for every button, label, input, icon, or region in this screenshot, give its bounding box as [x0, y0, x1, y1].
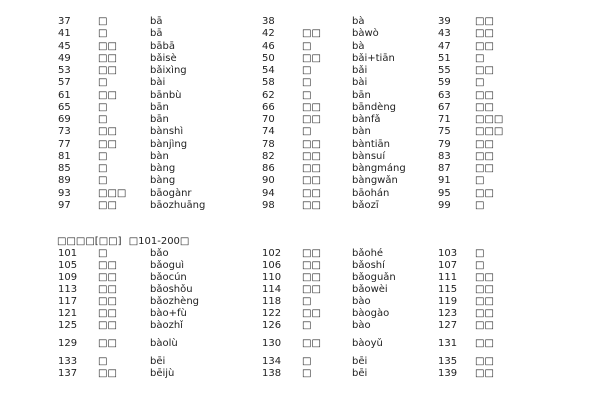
entry-pinyin: bàn: [150, 150, 169, 162]
entry-hanzi: □□: [302, 175, 321, 187]
entry-pinyin: bàng: [150, 163, 176, 174]
entry-number: 127: [438, 320, 458, 331]
entry-pinyin: bǎoshí: [352, 260, 385, 271]
entry-number: 134: [262, 356, 282, 367]
entry-number: 98: [262, 199, 275, 211]
entry-number: 45: [58, 40, 71, 52]
entry-number: 70: [262, 114, 275, 125]
entry-pinyin: bǎi: [352, 65, 368, 76]
table-row: [0, 272, 600, 284]
table-row: [0, 188, 600, 200]
entry-hanzi: □: [475, 248, 485, 259]
entry-number: 79: [438, 138, 451, 150]
entry-hanzi: □□: [475, 40, 494, 52]
entry-pinyin: bēijù: [150, 368, 175, 379]
entry-pinyin: bēi: [150, 356, 166, 367]
entry-number: 66: [262, 101, 275, 113]
entry-number: 53: [58, 65, 71, 76]
entry-hanzi: □□: [98, 199, 117, 211]
entry-number: 87: [438, 163, 451, 174]
entry-pinyin: bǎoguǎn: [352, 272, 396, 283]
entry-number: 119: [438, 296, 458, 307]
entry-hanzi: □□: [302, 150, 321, 162]
entry-number: 122: [262, 308, 282, 319]
table-row: [0, 41, 600, 53]
entry-hanzi: □□□: [475, 126, 504, 138]
entry-pinyin: bǎowèi: [352, 284, 388, 295]
entry-pinyin: bānbù: [150, 89, 182, 101]
entry-number: 113: [58, 284, 78, 295]
entry-hanzi: □: [302, 40, 312, 52]
entry-number: 135: [438, 356, 458, 367]
entry-number: 115: [438, 284, 458, 295]
table-row: [0, 53, 600, 65]
entry-hanzi: □□: [302, 308, 321, 319]
entry-pinyin: bàntiān: [352, 138, 390, 150]
entry-number: 47: [438, 40, 451, 52]
entry-number: 62: [262, 89, 275, 101]
table-row: [0, 151, 600, 163]
entry-pinyin: bàngmáng: [352, 163, 406, 174]
entry-hanzi: □□: [302, 199, 321, 211]
entry-hanzi: □□: [475, 28, 494, 40]
entry-pinyin: bǎixìng: [150, 65, 187, 76]
entry-pinyin: bài: [352, 77, 368, 89]
entry-pinyin: bàogào: [352, 308, 390, 319]
entry-number: 93: [58, 187, 71, 199]
entry-number: 57: [58, 77, 71, 89]
entry-pinyin: bàn: [352, 126, 371, 138]
table-row: [0, 320, 600, 332]
entry-pinyin: bǎozī: [352, 199, 379, 211]
entry-number: 77: [58, 138, 71, 150]
entry-hanzi: □□: [302, 163, 321, 174]
entry-hanzi: □: [475, 175, 485, 187]
entry-pinyin: bān: [150, 101, 169, 113]
entry-hanzi: □□: [98, 89, 117, 101]
entry-number: 65: [58, 101, 71, 113]
entry-pinyin: bǎi+tiān: [352, 52, 395, 64]
entry-hanzi: □□: [302, 272, 321, 283]
entry-hanzi: □: [475, 199, 485, 211]
entry-number: 71: [438, 114, 451, 125]
table-row: [0, 200, 600, 212]
entry-pinyin: bēi: [352, 368, 368, 379]
entry-hanzi: □□: [302, 101, 321, 113]
table-row: [0, 90, 600, 102]
entry-number: 54: [262, 65, 275, 76]
table-row: [0, 139, 600, 151]
entry-number: 67: [438, 101, 451, 113]
entry-hanzi: □□: [302, 52, 321, 64]
entry-hanzi: □□: [302, 260, 321, 271]
entry-number: 121: [58, 308, 78, 319]
table-row: [0, 77, 600, 89]
entry-number: 41: [58, 28, 71, 40]
entry-number: 81: [58, 150, 71, 162]
entry-pinyin: bàoyǔ: [352, 338, 383, 349]
table-row: [0, 102, 600, 114]
entry-number: 91: [438, 175, 451, 187]
entry-pinyin: bànshì: [150, 126, 184, 138]
entry-number: 82: [262, 150, 275, 162]
entry-hanzi: □: [302, 356, 312, 367]
entry-hanzi: □□: [302, 138, 321, 150]
entry-pinyin: bān: [352, 89, 371, 101]
entry-pinyin: bāogànr: [150, 187, 192, 199]
entry-number: 83: [438, 150, 451, 162]
entry-hanzi: □: [475, 260, 485, 271]
entry-number: 117: [58, 296, 78, 307]
entry-hanzi: □□: [98, 260, 117, 271]
entry-number: 102: [262, 248, 282, 259]
entry-hanzi: □□: [98, 338, 117, 349]
entry-pinyin: bǎoshǒu: [150, 284, 193, 295]
entry-hanzi: □: [98, 28, 108, 40]
table-row: [0, 28, 600, 40]
entry-number: 55: [438, 65, 451, 76]
entry-hanzi: □: [98, 77, 108, 89]
entry-number: 138: [262, 368, 282, 379]
entry-hanzi: □□: [98, 296, 117, 307]
entry-pinyin: bàngwǎn: [352, 175, 398, 187]
entry-hanzi: □: [98, 163, 108, 174]
entry-hanzi: □: [302, 296, 312, 307]
entry-number: 51: [438, 52, 451, 64]
table-row: [0, 356, 600, 368]
entry-hanzi: □□: [98, 40, 117, 52]
entry-number: 78: [262, 138, 275, 150]
entry-pinyin: bànsuí: [352, 150, 386, 162]
entry-number: 114: [262, 284, 282, 295]
entry-number: 133: [58, 356, 78, 367]
entry-number: 43: [438, 28, 451, 40]
entry-number: 39: [438, 16, 451, 27]
table-row: [0, 65, 600, 77]
entry-pinyin: bāozhuāng: [150, 199, 206, 211]
entry-hanzi: □□: [475, 89, 494, 101]
entry-hanzi: □□: [475, 272, 494, 283]
entry-hanzi: □: [475, 77, 485, 89]
section-heading-101-200: [57, 236, 193, 248]
entry-hanzi: □□: [475, 101, 494, 113]
entry-pinyin: bǎohé: [352, 248, 384, 259]
entry-number: 106: [262, 260, 282, 271]
entry-hanzi: □: [302, 126, 312, 138]
section-heading-label: □□□□[□□]: [57, 236, 122, 247]
entry-pinyin: bàolù: [150, 338, 178, 349]
entry-pinyin: bào+fù: [150, 308, 187, 319]
entry-hanzi: □□: [475, 163, 494, 174]
entry-number: 118: [262, 296, 282, 307]
entry-hanzi: □: [98, 150, 108, 162]
entry-hanzi: □: [98, 248, 108, 259]
entry-number: 107: [438, 260, 458, 271]
entry-number: 90: [262, 175, 275, 187]
entry-hanzi: □□: [302, 187, 321, 199]
entry-number: 58: [262, 77, 275, 89]
entry-number: 49: [58, 52, 71, 64]
entry-hanzi: □□□: [475, 114, 504, 125]
entry-number: 42: [262, 28, 275, 40]
entry-pinyin: bào: [352, 320, 371, 331]
entry-number: 111: [438, 272, 458, 283]
entry-number: 123: [438, 308, 458, 319]
entry-number: 46: [262, 40, 275, 52]
entry-hanzi: □□: [475, 308, 494, 319]
entry-number: 75: [438, 126, 451, 138]
entry-hanzi: □: [475, 52, 485, 64]
entry-number: 130: [262, 338, 282, 349]
entry-number: 38: [262, 16, 275, 27]
table-row: [0, 126, 600, 138]
entry-number: 61: [58, 89, 71, 101]
entry-pinyin: bā: [150, 16, 163, 27]
entry-pinyin: bà: [352, 16, 365, 27]
entry-number: 97: [58, 199, 71, 211]
entry-pinyin: bào: [352, 296, 371, 307]
entry-hanzi: □: [302, 368, 312, 379]
entry-number: 110: [262, 272, 282, 283]
table-row: [0, 308, 600, 320]
section-heading-range: □101-200□: [128, 236, 190, 247]
entry-hanzi: □□: [475, 150, 494, 162]
table-row: [0, 368, 600, 380]
entry-number: 137: [58, 368, 78, 379]
entry-hanzi: □□: [98, 138, 117, 150]
entry-hanzi: □: [302, 320, 312, 331]
entry-hanzi: □□: [475, 16, 494, 27]
table-row: [0, 163, 600, 175]
entry-number: 63: [438, 89, 451, 101]
entry-pinyin: bài: [150, 77, 166, 89]
entry-number: 101: [58, 248, 78, 259]
entry-hanzi: □: [98, 16, 108, 27]
entry-number: 59: [438, 77, 451, 89]
entry-pinyin: bān: [150, 114, 169, 125]
table-row: [0, 248, 600, 260]
entry-number: 69: [58, 114, 71, 125]
entry-pinyin: bàozhǐ: [150, 320, 183, 331]
entry-hanzi: □: [302, 65, 312, 76]
entry-pinyin: bàwò: [352, 28, 379, 40]
entry-hanzi: □□: [475, 187, 494, 199]
entry-number: 103: [438, 248, 458, 259]
entry-hanzi: □□: [475, 338, 494, 349]
entry-hanzi: □□: [98, 65, 117, 76]
entry-hanzi: □□: [98, 320, 117, 331]
entry-pinyin: bā: [150, 28, 163, 40]
entry-hanzi: □□: [98, 308, 117, 319]
entry-number: 86: [262, 163, 275, 174]
table-row: [0, 260, 600, 272]
entry-pinyin: bāohán: [352, 187, 390, 199]
entry-number: 89: [58, 175, 71, 187]
entry-number: 95: [438, 187, 451, 199]
table-row: [0, 338, 600, 350]
entry-pinyin: bǎocún: [150, 272, 187, 283]
entry-number: 74: [262, 126, 275, 138]
entry-pinyin: bà: [352, 40, 365, 52]
entry-pinyin: bàng: [150, 175, 176, 187]
entry-pinyin: bǎozhèng: [150, 296, 200, 307]
entry-hanzi: □□: [302, 114, 321, 125]
entry-hanzi: □□: [475, 368, 494, 379]
entry-hanzi: □□: [475, 356, 494, 367]
entry-number: 99: [438, 199, 451, 211]
entry-hanzi: □: [302, 89, 312, 101]
entry-pinyin: bànjìng: [150, 138, 188, 150]
entry-hanzi: □: [98, 356, 108, 367]
entry-number: 94: [262, 187, 275, 199]
entry-hanzi: □□: [302, 248, 321, 259]
entry-hanzi: □□: [302, 284, 321, 295]
entry-pinyin: bànfǎ: [352, 114, 381, 125]
entry-pinyin: bǎisè: [150, 52, 177, 64]
entry-number: 109: [58, 272, 78, 283]
entry-hanzi: □□: [98, 368, 117, 379]
entry-hanzi: □: [98, 114, 108, 125]
entry-hanzi: □□: [98, 126, 117, 138]
entry-hanzi: □□: [98, 284, 117, 295]
entry-hanzi: □□□: [98, 187, 127, 199]
entry-hanzi: □□: [475, 320, 494, 331]
entry-pinyin: bǎoguì: [150, 260, 185, 271]
entry-number: 85: [58, 163, 71, 174]
entry-number: 131: [438, 338, 458, 349]
entry-number: 126: [262, 320, 282, 331]
entry-hanzi: □□: [475, 138, 494, 150]
entry-number: 139: [438, 368, 458, 379]
entry-hanzi: □□: [98, 52, 117, 64]
entry-hanzi: □: [98, 175, 108, 187]
entry-number: 105: [58, 260, 78, 271]
entry-hanzi: □□: [475, 65, 494, 76]
entry-hanzi: □□: [475, 296, 494, 307]
entry-pinyin: bābā: [150, 40, 175, 52]
entry-hanzi: □: [98, 101, 108, 113]
table-row: [0, 296, 600, 308]
entry-pinyin: bǎo: [150, 248, 169, 259]
entry-number: 73: [58, 126, 71, 138]
table-row: [0, 175, 600, 187]
entry-number: 129: [58, 338, 78, 349]
table-row: [0, 284, 600, 296]
entry-hanzi: □: [302, 77, 312, 89]
entry-hanzi: □□: [98, 272, 117, 283]
entry-number: 125: [58, 320, 78, 331]
entry-hanzi: □□: [475, 284, 494, 295]
table-row: [0, 114, 600, 126]
entry-hanzi: □□: [302, 28, 321, 40]
entry-number: 37: [58, 16, 71, 27]
entry-pinyin: bēi: [352, 356, 368, 367]
entry-pinyin: bāndèng: [352, 101, 396, 113]
table-row: [0, 16, 600, 28]
entry-number: 50: [262, 52, 275, 64]
entry-hanzi: □□: [302, 338, 321, 349]
